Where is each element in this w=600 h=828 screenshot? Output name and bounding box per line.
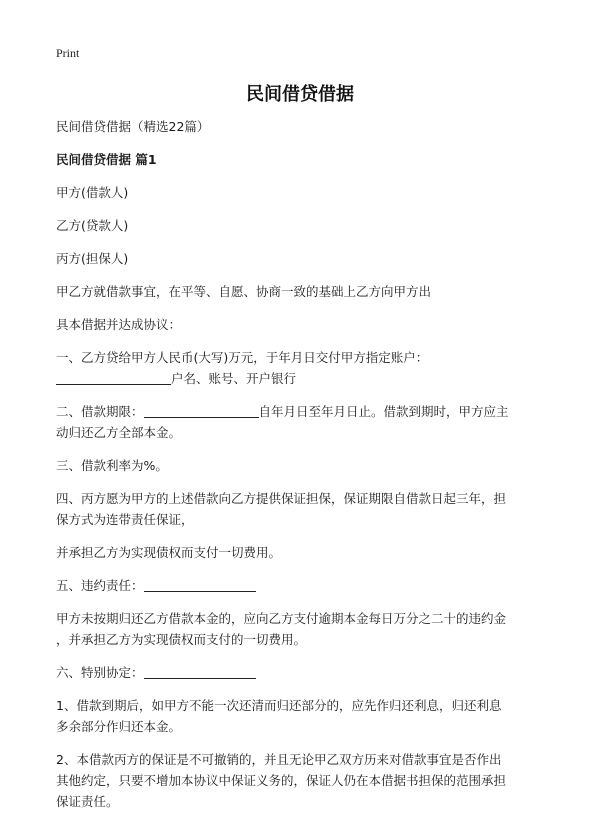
clause-2-line-2: 动归还乙方全部本金。	[56, 425, 182, 440]
clause-6-item-2	[56, 749, 552, 812]
liability-blank	[144, 577, 256, 592]
clause-5-body-line-1: 甲方未按期归还乙方借款本金的，应向乙方支付逾期本金每日万分之二十的违约金	[56, 611, 507, 626]
clause-1-line-1: 一、乙方贷给甲方人民币(大写)万元，于年月日交付甲方指定账户：	[56, 350, 429, 365]
clause-4-continuation: 并承担乙方为实现债权而支付一切费用。	[56, 545, 282, 560]
clause-2-prefix: 二、借款期限：	[56, 404, 144, 419]
clause-6-item-2-line-2: 其他约定，只要不增加本协议中保证义务的，保证人仍在本借据书担保的范围承担	[56, 773, 507, 788]
clause-5-body-line-2: ，并承担乙方为实现债权而支付的一切费用。	[56, 632, 307, 647]
party-a-label: 甲方(借款人)	[56, 185, 129, 200]
clause-4-line-1: 四、丙方愿为甲方的上述借款向乙方提供保证担保，保证期限自借款日起三年，担	[56, 491, 507, 506]
clause-1-line-2-text: 户名、账号、开户银行	[171, 371, 297, 386]
document-body	[56, 116, 552, 812]
clause-3: 三、借款利率为%。	[56, 458, 168, 473]
clause-1	[56, 347, 552, 389]
clause-6-item-1-line-1: 1、借款到期后，如甲方不能一次还清而归还部分的，应先作归还利息，归还利息	[56, 698, 502, 713]
document-subtitle: 民间借贷借据（精选22篇）	[56, 119, 210, 134]
clause-6-item-1	[56, 695, 552, 737]
term-blank	[144, 403, 259, 418]
clause-6-label: 六、特别协定：	[56, 665, 144, 680]
clause-4	[56, 488, 552, 530]
clause-6-item-2-line-1: 2、本借款丙方的保证是不可撤销的，并且无论甲乙双方历来对借款事宜是否作出	[56, 752, 502, 767]
print-link[interactable]: Print	[56, 46, 80, 60]
clause-2-suffix: 自年月日至年月日止。借款到期时，甲方应主	[258, 404, 509, 419]
clause-2-line-1	[56, 401, 552, 422]
intro-paragraph-1: 甲乙方就借款事宜，在平等、自愿、协商一致的基础上乙方向甲方出	[56, 284, 432, 299]
clause-6-item-1-line-2: 多余部分作归还本金。	[56, 719, 182, 734]
clause-6-item-2-line-3: 保证责任。	[56, 794, 119, 809]
party-b-label: 乙方(贷款人)	[56, 218, 129, 233]
party-c-label: 丙方(担保人)	[56, 251, 129, 266]
document-title: 民间借贷借据	[246, 84, 354, 105]
section-heading: 民间借贷借据 篇1	[56, 152, 157, 167]
clause-5-label: 五、违约责任：	[56, 578, 144, 593]
intro-paragraph-2: 具本借据并达成协议：	[56, 317, 182, 332]
clause-2	[56, 401, 552, 443]
clause-5-heading	[56, 575, 552, 596]
account-blank	[56, 370, 171, 385]
clause-6-heading	[56, 662, 552, 683]
clause-1-line-2	[56, 368, 552, 389]
special-agreement-blank	[144, 664, 256, 679]
clause-5-body	[56, 608, 552, 650]
clause-4-line-2: 保方式为连带责任保证，	[56, 512, 194, 527]
